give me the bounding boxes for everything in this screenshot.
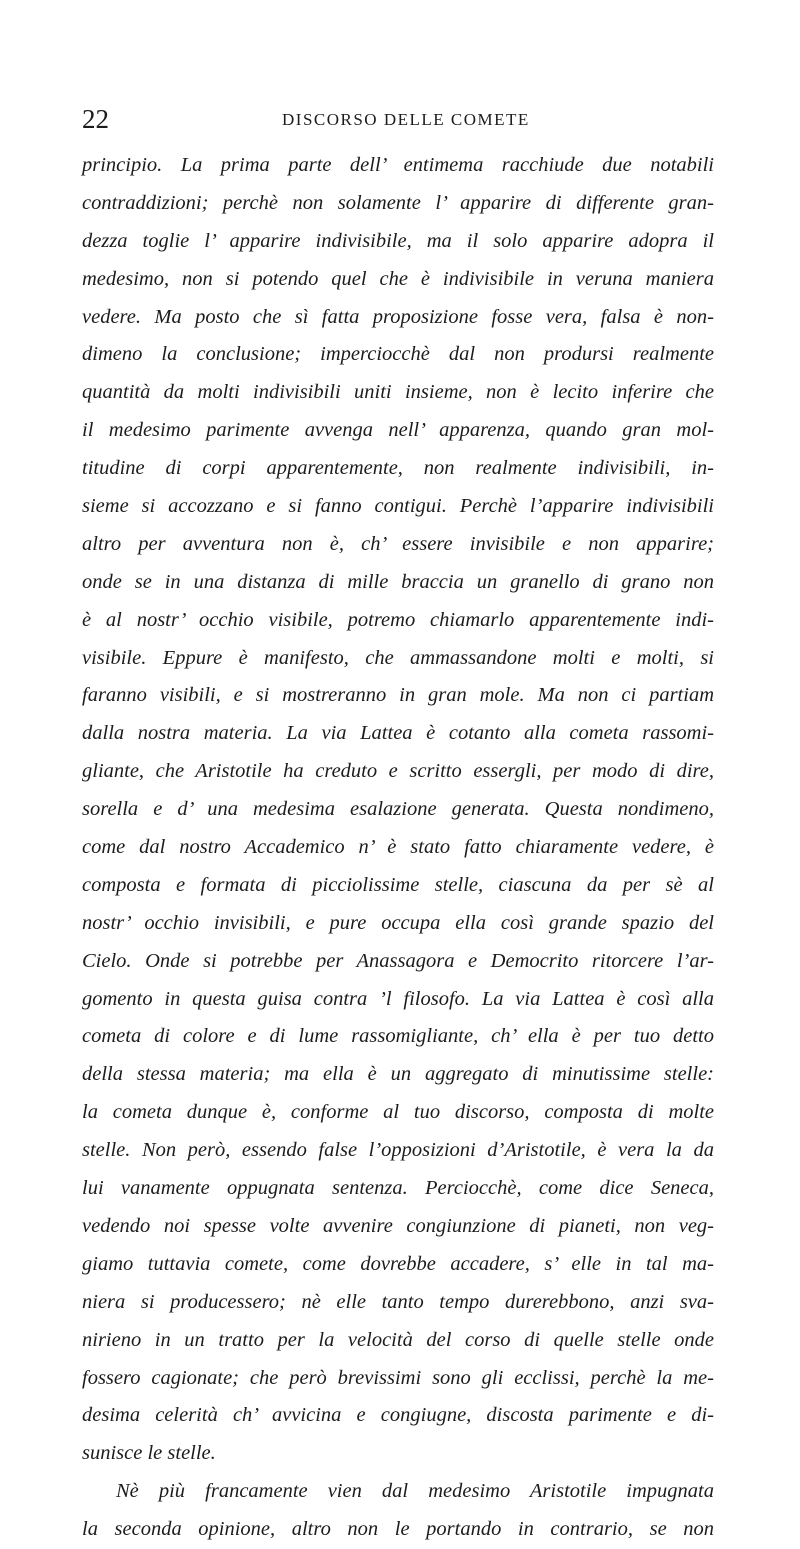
text-line: gomento in questa guisa contra ’l filosofo. La via Lattea è così alla <box>82 987 714 1010</box>
text-line: vedendo noi spesse volte avvenire congiunzione di pianeti, non veg- <box>82 1214 714 1237</box>
text-line: dalla nostra materia. La via Lattea è cotanto alla cometa rassomi- <box>82 722 714 745</box>
text-line: la cometa dunque è, conforme al tuo discorso, composta di molte <box>82 1101 714 1124</box>
text-line: nostr’ occhio invisibili, e pure occupa ella così grande spazio del <box>82 911 714 934</box>
text-line: lui vanamente oppugnata sentenza. Perciocchè, come dice Seneca, <box>82 1177 714 1200</box>
text-line: gliante, che Aristotile ha creduto e scritto essergli, per modo di dire, <box>82 760 714 783</box>
text-line: giamo tuttavia comete, come dovrebbe accadere, s’ elle in tal ma- <box>82 1252 714 1275</box>
text-line: visibile. Eppure è manifesto, che ammassandone molti e molti, si <box>82 646 714 669</box>
text-line: la seconda opinione, altro non le portando in contrario, se non <box>82 1518 714 1541</box>
body-text <box>82 147 714 1549</box>
text-line: stelle. Non però, essendo false l’opposizioni d’Aristotile, è vera la da <box>82 1139 714 1162</box>
text-line: sorella e d’ una medesima esalazione generata. Questa nondimeno, <box>82 798 714 821</box>
text-line: Cielo. Onde si potrebbe per Anassagora e Democrito ritorcere l’ar- <box>82 949 714 972</box>
text-line: dezza toglie l’ apparire indivisibile, ma il solo apparire adopra il <box>82 229 714 252</box>
paragraph <box>82 1473 714 1549</box>
paragraph <box>82 147 714 1473</box>
text-line: onde se in una distanza di mille braccia un granello di grano non <box>82 570 714 593</box>
text-line: nirieno in un tratto per la velocità del corso di quelle stelle onde <box>82 1328 714 1351</box>
text-line: vedere. Ma posto che sì fatta proposizione fosse vera, falsa è non- <box>82 305 714 328</box>
page-header <box>82 102 714 136</box>
text-line: faranno visibili, e si mostreranno in gran mole. Ma non ci partiam <box>82 684 714 707</box>
text-line: sieme si accozzano e si fanno contigui. Perchè l’apparire indivisibili <box>82 495 714 518</box>
text-line: desima celerità ch’ avvicina e congiugne, discosta parimente e di- <box>82 1404 714 1427</box>
text-line: sunisce le stelle. <box>82 1442 216 1465</box>
text-line: niera si producessero; nè elle tanto tempo durerebbono, anzi sva- <box>82 1290 714 1313</box>
text-line: contraddizioni; perchè non solamente l’ apparire di differente gran- <box>82 191 714 214</box>
text-line: fossero cagionate; che però brevissimi sono gli ecclissi, perchè la me- <box>82 1366 714 1389</box>
text-line: composta e formata di picciolissime stelle, ciascuna da per sè al <box>82 873 714 896</box>
text-line: principio. La prima parte dell’ entimema racchiude due notabili <box>82 154 714 176</box>
text-line: medesimo, non si potendo quel che è indivisibile in veruna maniera <box>82 267 714 290</box>
text-line: titudine di corpi apparentemente, non realmente indivisibili, in- <box>82 457 714 480</box>
text-line: come dal nostro Accademico n’ è stato fatto chiaramente vedere, è <box>82 836 714 859</box>
text-line: altro per avventura non è, ch’ essere invisibile e non apparire; <box>82 532 714 555</box>
text-line: della stessa materia; ma ella è un aggregato di minutissime stelle: <box>82 1063 714 1086</box>
text-line: il medesimo parimente avvenga nell’ apparenza, quando gran mol- <box>82 419 714 442</box>
text-line: cometa di colore e di lume rassomigliante, ch’ ella è per tuo detto <box>82 1025 714 1048</box>
page-number: 22 <box>82 104 109 134</box>
text-line: è al nostr’ occhio visibile, potremo chiamarlo apparentemente indi- <box>82 608 714 631</box>
text-line: dimeno la conclusione; imperciocchè dal non prodursi realmente <box>82 343 714 366</box>
text-line: Nè più francamente vien dal medesimo Aristotile impugnata <box>116 1480 714 1503</box>
running-head: DISCORSO DELLE COMETE <box>282 110 530 129</box>
text-line: quantità da molti indivisibili uniti insieme, non è lecito inferire che <box>82 381 714 404</box>
